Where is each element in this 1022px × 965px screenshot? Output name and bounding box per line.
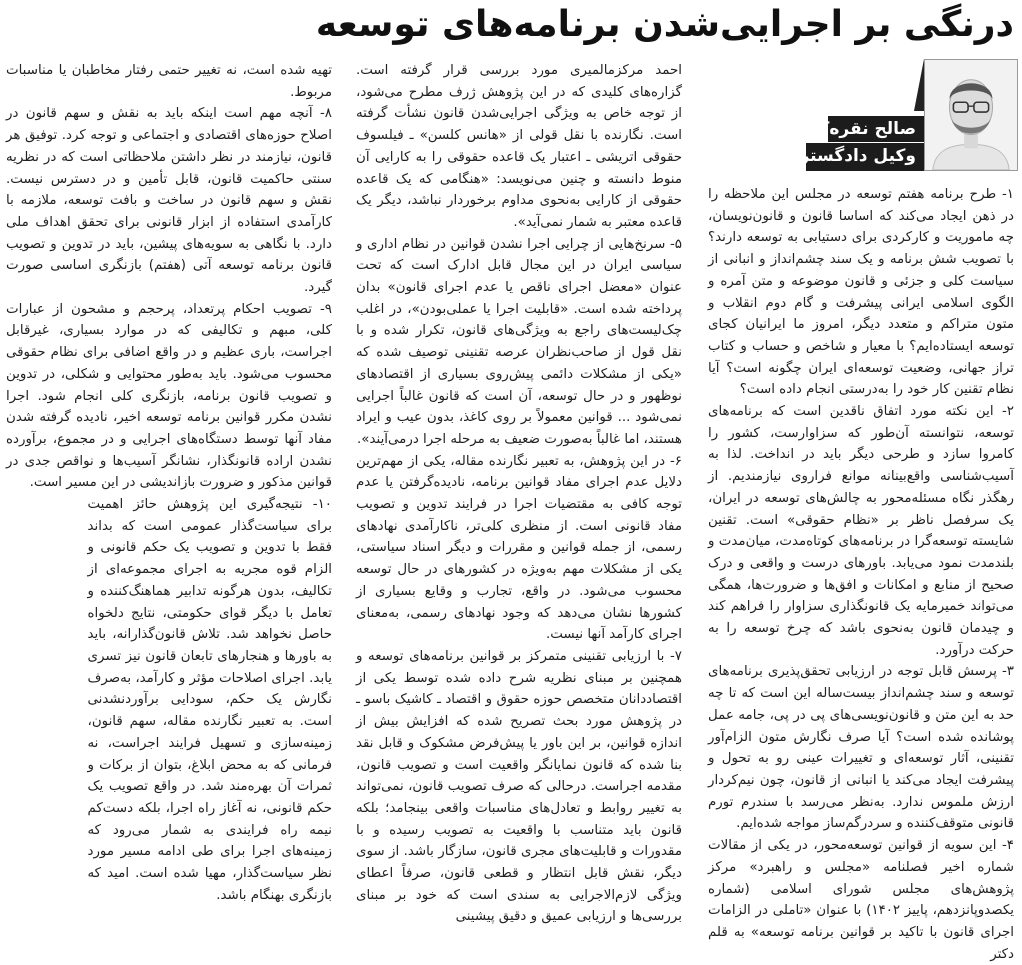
- article-column-left: [6, 60, 332, 906]
- paragraph: ۲- این نکته مورد اتفاق ناقدین است که برنامه‌های توسعه، نتوانسته آن‌طور که سزاوارست، کشور را کامروا سازد و طرحی دیگر باید در انداخت. لذا به آسیب‌شناسی واقع‌بینانه موانع فراروی نیازمندیم. از رهگذر نگاه مسئله‌محور به چالش‌های توسعه در ایران، یک سرفصل ناظر بر «نظام حقوقی» است. تقنین شایسته توسعه‌گرا در برنامه‌های کوتاه‌مدت، میان‌مدت و بلندمدت نمود می‌یابد. باورهای درست و واقعی و درک صحیح از منابع و امکانات و افق‌ها و ضرورت‌ها، همگی می‌تواند خمیرمایه یک قانونگذاری سزاوار را فراهم کند و چیدمان قانون به‌نحوی باشد که چرخ توسعه را به حرکت درآورد.: [708, 404, 1014, 658]
- author-box-notch: [914, 59, 924, 111]
- author-role: وکیل دادگستری: [806, 143, 924, 171]
- paragraph: ۶- در این پژوهش، به تعبیر نگارنده مقاله، یکی از مهم‌ترین دلایل عدم اجرای مفاد قوانین برنامه، نادیده‌گرفتن یا عدم توجه کافی به مقتضیات اجرا در فرایند تدوین و تصویب مفاد قانونی است. از منظری کلی‌تر، ناکارآمدی نهادهای رسمی، از جمله قوانین و مقررات و دیگر اسناد سیاستی، یکی از مشکلات مهم به‌ویژه در کشورهای در حال توسعه محسوب می‌شود. در واقع، تجارب و وقایع بسیاری از کشورها نشان می‌دهد که وجود نهادهای رسمی، به‌معنای اجرای کارآمد آنها نیست.: [356, 453, 682, 643]
- article-headline: درنگی بر اجرایی‌شدن برنامه‌های توسعه: [315, 4, 1014, 45]
- paragraph: ۵- سرنخ‌هایی از چرایی اجرا نشدن قوانین در نظام اداری و سیاسی ایران در این مجال قابل ادارک است که تحت عنوان «معضل اجرای ناقص یا عدم اجرای قانون» بدان پرداخته شده است. «قابلیت اجرا یا عملی‌بودن»، در اغلب چک‌لیست‌های راجع به ویژگی‌های قانون، تکرار شده و با نقل قول از صاحب‌نظران عرصه تقنینی توصیف شده که «یکی از مشکلات دائمی پیش‌روی بسیاری از اقتصادهای نوظهور و در حال توسعه، آن است که قانون غالباً اجرایی نمی‌شود ... قوانین معمولاً بر روی کاغذ، بدون عیب و ایراد هستند، اما غالباً به‌صورت ضعیف به مرحله اجرا درمی‌آیند».: [356, 236, 682, 447]
- paragraph: ۷- با ارزیابی تقنینی متمرکز بر قوانین برنامه‌های توسعه و همچنین بر مبنای نظریه شرح داده شده توسط یکی از اقتصاددانان متخصص حوزه حقوق و اقتصاد ـ کاشیک باسو ـ در پژوهش مورد بحث تصریح شده که افزایش بیش از اندازه قوانین، بر این باور یا پیش‌فرض مشکوک و قابل نقد بنا شده که قانون نمایانگر واقعیت است و تصویب قانون، مقدمه اجراست. درحالی که صرف تصویب قانون، نمی‌تواند به تغییر روابط و تعادل‌های مناسبات واقعی بینجامد؛ بلکه قانون باید متناسب با واقعیت به تصویب رسیده و با مقدورات و قابلیت‌های مجری قانون، سازگار باشد. از سوی دیگر، نقش قابل انتظار و قطعی قانون، صرفاً اعطای ویژگی لازم‌الاجرایی به سندی است که خود بر مبنای بررسی‌ها و ارزیابی عمیق و دقیق پیشینی: [356, 648, 682, 925]
- article-column-right: [708, 184, 1014, 965]
- paragraph: ۱۰- نتیجه‌گیری این پژوهش حائز اهمیت برای سیاست‌گذار عمومی است که بداند فقط با تدوین و تصویب یک حکم قانونی و الزام قوه مجریه به اجرای مجموعه‌ای از تکالیف، بدون هرگونه تدابیر هماهنگ‌کننده و تعامل با دیگر قوای حکومتی، نتایج دلخواه حاصل نخواهد شد. تلاش قانون‌گذارانه، باید به باورها و هنجارهای تابعان قانون نیز تسری یابد. اجرای اصلاحات مؤثر و کارآمد، به‌صرف نگارش یک حکم، سودایی برآوردنشدنی است. به تعبیر نگارنده مقاله، سهم قانون، زمینه‌سازی و تسهیل فرایند اجراست، نه فرمانی که به محض ابلاغ، بتوان از برکات و ثمرات آن بهره‌مند شد. در واقع تصویب یک حکم قانونی، نه آغاز راه اجرا، بلکه دست‌کم نیمه راه فرایندی به شمار می‌رود که زمینه‌های اجرا برای طی ادامه مسیر مورد نظر سیاست‌گذار، مهیا شده است. امید که بازنگری بهنگام باشد.: [87, 497, 332, 903]
- article-column-middle: [356, 60, 682, 928]
- author-name: صالح نقره‌کار: [828, 116, 924, 142]
- paragraph: ۱- طرح برنامه هفتم توسعه در مجلس این ملاحظه را در ذهن ایجاد می‌کند که اساسا قانون و قانون‌نویسان، چه ماموریت و کارکردی برای دستیابی به توسعه دارند؟ با تصویب شش برنامه و یک سند چشم‌انداز و انبانی از سیاست کلی و جزئی و قانون موضوعه و متن آمره و الگوی اسلامی ایرانی پیشرفت و گام دوم انقلاب و متون متراکم و متعدد دیگر، امروز ما ایرانیان کجای توسعه ایستاده‌ایم؟ با معیار و شاخص و حساب و کتاب تراز جهانی، وضعیت توسعه‌ای ایران چگونه است؟ آیا نظام تقنین کار خود را به‌درستی انجام داده است؟: [708, 187, 1014, 398]
- author-photo: [924, 59, 1018, 171]
- paragraph: ۸- آنچه مهم است اینکه باید به نقش و سهم قانون در اصلاح حوزه‌های اقتصادی و اجتماعی و توجه کرد. توفیق هر قانون، نیازمند در نظر داشتن ملاحظاتی است که در نظریه سنتی حاکمیت قانون، قابل تأمین و در دسترس نیست. نقش و سهم قانون در ساخت و بافت توسعه، ملازمه با کارآمدی استفاده از ابزار قانونی برای تحقق اهداف ملی دارد. با نگاهی به سویه‌های پیشین، باید در تدوین و تصویب قانون برنامه توسعه آتی (هفتم) بازنگری اساسی صورت گیرد.: [6, 106, 332, 296]
- person-portrait-icon: [925, 60, 1017, 170]
- paragraph: ۹- تصویب احکام پرتعداد، پرحجم و مشحون از عبارات کلی، مبهم و تکالیفی که در موارد بسیاری، غیرقابل اجراست، باری عظیم و در واقع اضافی برای نظام حقوقی محسوب می‌شود. باید به‌طور محتوایی و شکلی، در تدوین و تصویب قانون برنامه، بازنگری کلی انجام شود. اجرا نشدن مکرر قوانین برنامه توسعه اخیر، نادیده گرفته شدن مفاد آنها توسط دستگاه‌های اجرایی و در مجموع، برآورده نشدن اراده قانونگذار، نشانگر آسیب‌ها و نواقص جدی در قوانین مذکور و ضرورت بازاندیشی در این مسیر است.: [6, 301, 332, 491]
- paragraph: ۴- این سویه از قوانین توسعه‌محور، در یکی از مقالات شماره اخیر فصلنامه «مجلس و راهبرد» مرکز پژوهش‌های مجلس شورای اسلامی (شماره یکصدوپانزدهم، پاییز ۱۴۰۲) با عنوان «تاملی در الزامات اجرای قانون با تاکید بر قوانین برنامه توسعه» به قلم دکتر: [708, 838, 1015, 962]
- paragraph: تهیه شده است، نه تغییر حتمی رفتار مخاطبان یا مناسبات مربوط.: [6, 63, 332, 100]
- paragraph: احمد مرکزمالمیری مورد بررسی قرار گرفته است. گزاره‌های کلیدی که در این پژوهش ژرف مطرح می‌شود، از توجه خاص به ویژگی اجرایی‌شدن قانون نشأت گرفته است. نگارنده با نقل قولی از «هانس کلسن» ـ فیلسوف حقوقی اتریشی ـ اعتبار یک قاعده حقوقی را به کارایی آن منوط دانسته و چنین می‌نویسد: «هنگامی که یک قاعده حقوقی از کارایی به‌نحوی مداوم برخوردار نباشد، دیگر یک قاعده معتبر به شمار نمی‌آید».: [356, 63, 682, 230]
- paragraph: ۳- پرسش قابل توجه در ارزیابی تحقق‌پذیری برنامه‌های توسعه و سند چشم‌انداز بیست‌ساله این است که تا چه حد به این متن و قانون‌نویسی‌های پی در پی، جامه عمل پوشانده شده است؟ آیا صرف نگارش متون الزام‌آور تقنینی، آثار توسعه‌ای و تغییرات عینی رو به تحول و پیشرفت ایجاد می‌کند یا انبانی از قانون، چون نیم‌کردار ارزش ملموس ندارد. به‌نظر می‌رسد با سندرم تورم قانونی متوقف‌کننده و سردرگم‌ساز مواجه شده‌ایم.: [708, 664, 1014, 832]
